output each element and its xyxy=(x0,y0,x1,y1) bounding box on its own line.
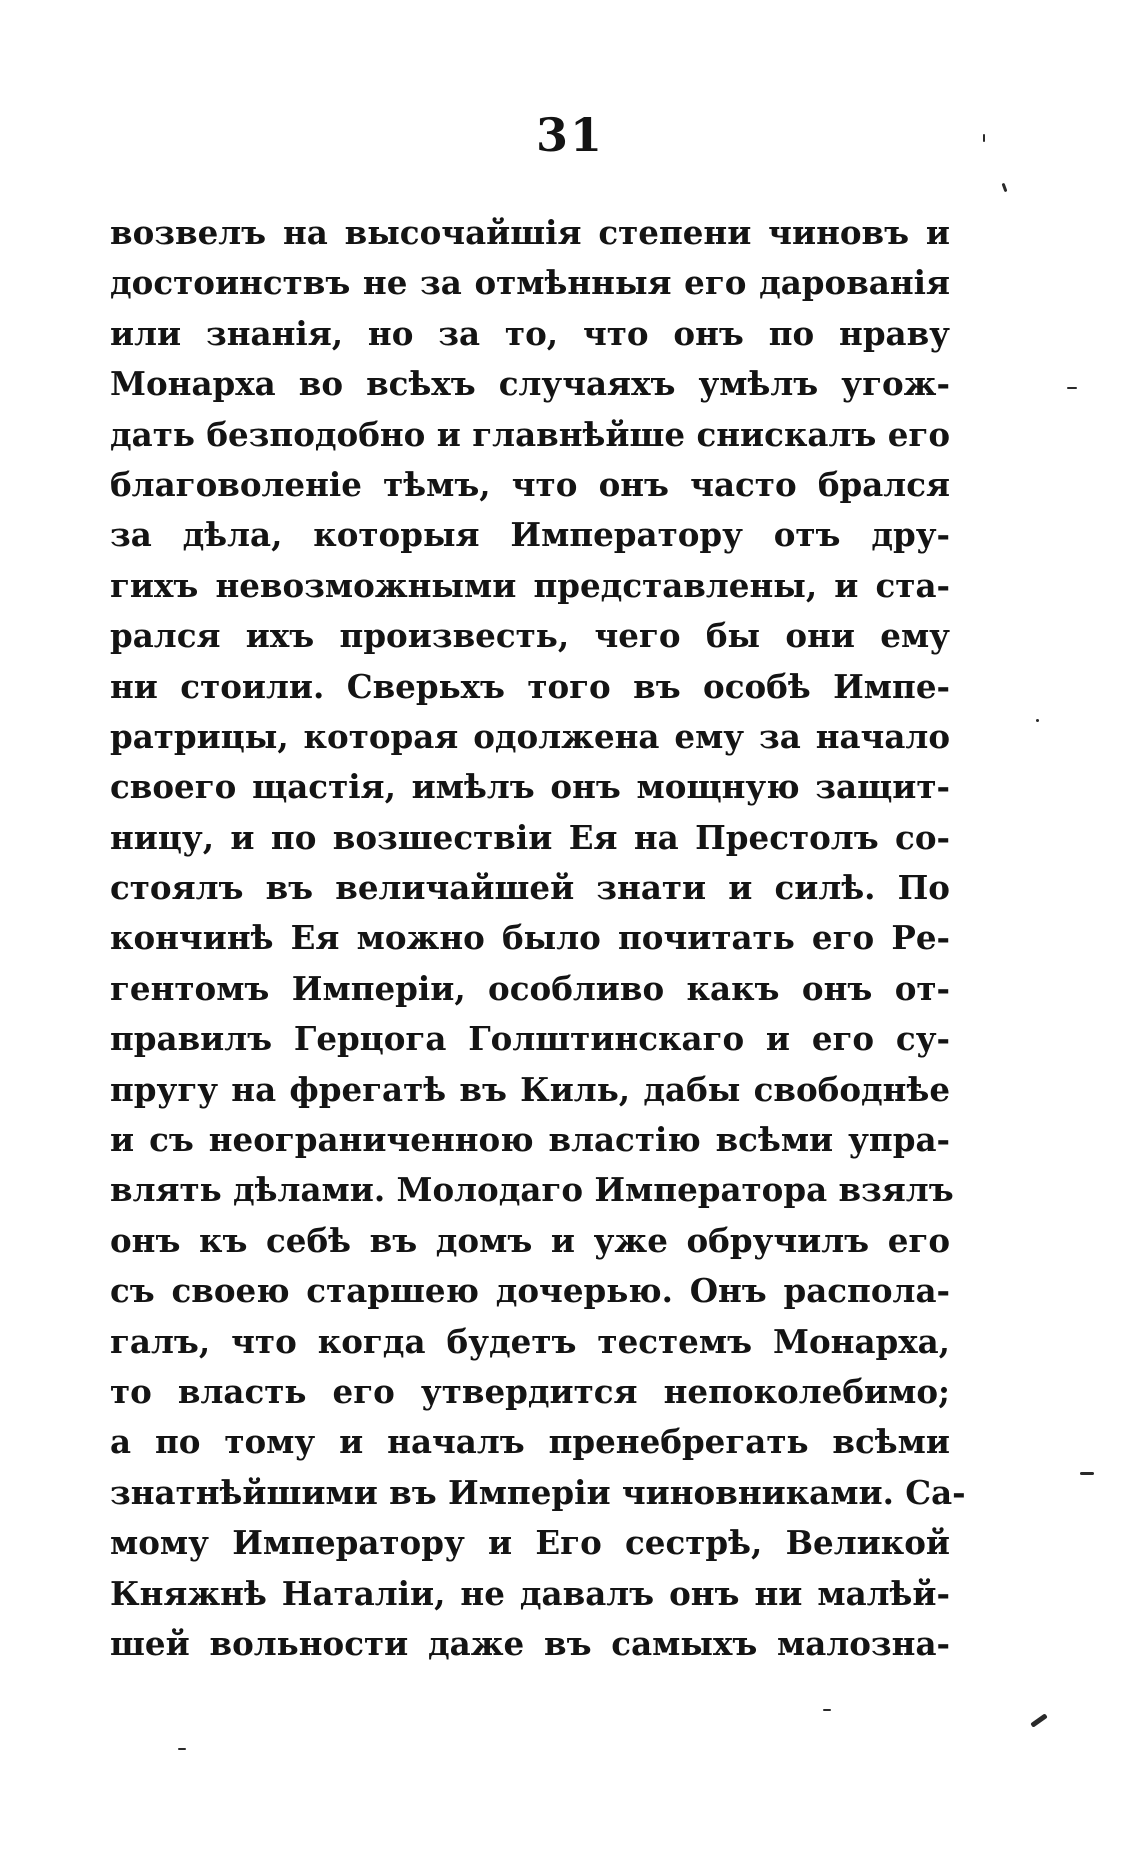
text-line: гентомъ Имперіи, особливо какъ онъ от- xyxy=(110,968,950,1008)
margin-speck xyxy=(823,1709,831,1711)
text-line: кончинѣ Ея можно было почитать его Ре- xyxy=(110,918,950,958)
margin-speck xyxy=(1080,1472,1094,1475)
text-line: или знанія, но за то, что онъ по нраву xyxy=(110,313,950,353)
text-line: Монарха во всѣхъ случаяхъ умѣлъ угож- xyxy=(110,364,950,404)
text-line: ратрицы, которая одолжена ему за начало xyxy=(110,716,950,756)
text-line: за дѣла, которыя Императору отъ дру- xyxy=(110,515,950,555)
margin-speck xyxy=(1002,183,1008,192)
margin-speck xyxy=(1030,1713,1048,1727)
text-line: ницу, и по возшествіи Ея на Престолъ со- xyxy=(110,817,950,857)
body-text xyxy=(110,208,966,1669)
margin-speck xyxy=(1036,719,1039,722)
margin-speck xyxy=(178,1748,186,1750)
text-line: Княжнѣ Наталіи, не давалъ онъ ни малѣй- xyxy=(110,1573,950,1613)
text-line: рался ихъ произвесть, чего бы они ему xyxy=(110,616,950,656)
text-line: мому Императору и Его сестрѣ, Великой xyxy=(110,1523,950,1563)
text-line: дать безподобно и главнѣйше снискалъ его xyxy=(110,414,950,454)
text-line: шей вольности даже въ самыхъ малозна- xyxy=(110,1623,950,1663)
text-line: возвелъ на высочайшія степени чиновъ и xyxy=(110,213,950,252)
text-line: знатнѣйшими въ Имперіи чиновниками. Са- xyxy=(110,1472,966,1512)
margin-speck xyxy=(1067,387,1077,389)
text-line: благоволеніе тѣмъ, что онъ часто брался xyxy=(110,464,950,504)
text-line: достоинствъ не за отмѣнныя его дарованія xyxy=(110,263,950,303)
text-line: ни стоили. Сверьхъ того въ особѣ Импе- xyxy=(110,666,950,706)
text-line: а по тому и началъ пренебрегать всѣми xyxy=(110,1422,950,1462)
text-line: то власть его утвердится непоколебимо; xyxy=(110,1371,950,1411)
text-line: правилъ Герцога Голштинскаго и его су- xyxy=(110,1019,950,1059)
text-line: съ своею старшею дочерью. Онъ распола- xyxy=(110,1271,950,1311)
margin-speck xyxy=(983,134,985,142)
text-line: пругу на фрегатѣ въ Киль, дабы свободнѣе xyxy=(110,1069,950,1109)
text-line: галъ, что когда будетъ тестемъ Монарха, xyxy=(110,1321,950,1361)
text-line: и съ неограниченною властію всѣми упра- xyxy=(110,1120,950,1160)
text-line: стоялъ въ величайшей знати и силѣ. По xyxy=(110,868,950,908)
text-line: онъ къ себѣ въ домъ и уже обручилъ его xyxy=(110,1220,950,1260)
page-number: 31 xyxy=(535,108,604,162)
text-line: своего щастія, имѣлъ онъ мощную защит- xyxy=(110,767,950,807)
text-line: влять дѣлами. Молодаго Императора взялъ xyxy=(110,1170,954,1210)
text-line: гихъ невозможными представлены, и ста- xyxy=(110,565,950,605)
